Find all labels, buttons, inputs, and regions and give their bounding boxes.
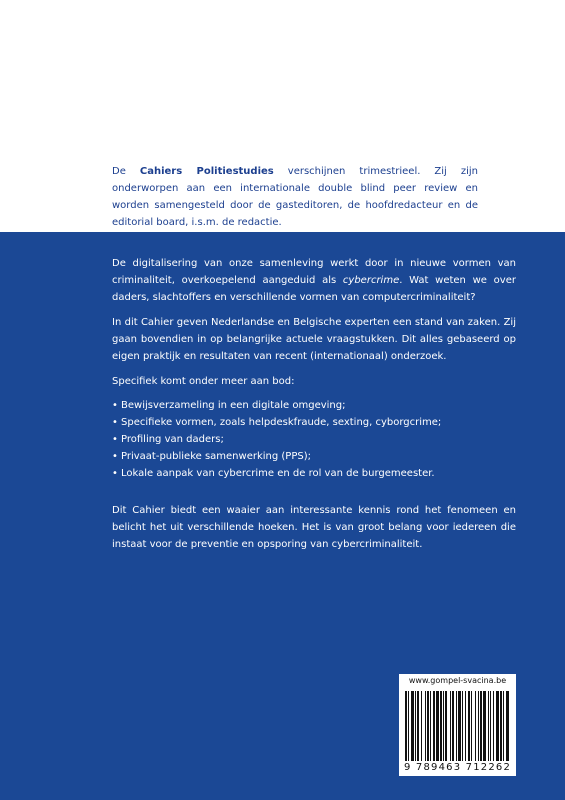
series-name: Cahiers Politiestudies [139,166,274,177]
isbn-digits: 9 789463 712262 [403,762,512,773]
paragraph-experten: In dit Cahier geven Nederlandse en Belgische experten een stand van zaken. Zij gaan bovendien in op belangrijke actuele vraagstukken. Dit alles gebaseerd op eigen praktijk en resultaten van recent (internationaal) onderzoek. [112,317,516,362]
p1-emphasis: cybercrime [342,275,400,286]
paragraph-digitalisering [112,255,516,306]
series-intro-paragraph [112,163,478,231]
list-item: • Lokale aanpak van cybercrime en de rol van de burgemeester. [112,465,516,482]
topic-list [112,397,516,482]
barcode-icon [405,691,510,761]
paragraph-conclusie: Dit Cahier biedt een waaier aan interessante kennis rond het fenomeen en belicht het uit verschillende hoeken. Het is van groot belang voor iedereen die instaat voor de preventie en opsporing van cybercriminaliteit. [112,505,516,550]
paragraph-specifiek: Specifiek komt onder meer aan bod: [112,376,295,387]
intro-text: verschijnen trimestrieel. Zij zijn onderworpen aan een internationale double blind peer review en worden samengesteld door de gasteditoren, de hoofdredacteur en de editorial board, i.s.m. de redactie. [112,166,479,228]
list-item: • Specifieke vormen, zoals helpdeskfraude, sexting, cyborgcrime; [112,414,516,431]
intro-prefix: De [112,166,140,177]
p1-text-b: . Wat weten we over daders, slachtoffers en verschillende vormen van computercriminaliteit? [112,275,516,303]
barcode-box [399,674,516,776]
publisher-url: www.gompel-svacina.be [408,676,507,685]
list-item: • Bewijsverzameling in een digitale omgeving; [112,397,516,414]
list-item: • Profiling van daders; [112,431,516,448]
p1-text-a: De digitalisering van onze samenleving werkt door in nieuwe vormen van criminaliteit, overkoepelend aangeduid als [112,258,516,286]
list-item: • Privaat-publieke samenwerking (PPS); [112,448,516,465]
